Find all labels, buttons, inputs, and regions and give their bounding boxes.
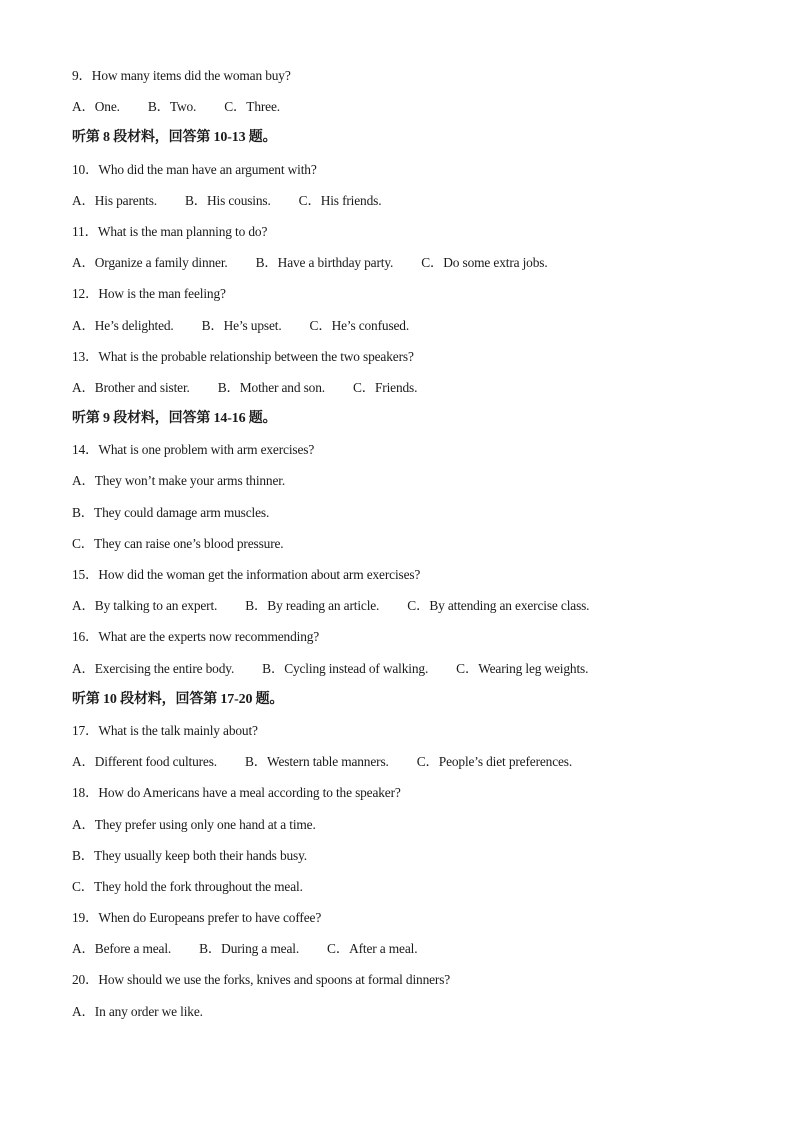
option-b: [72, 503, 269, 523]
option-letter: C ．: [327, 941, 349, 956]
question-10: [72, 160, 732, 191]
option-text: Different food cultures.: [94, 754, 217, 770]
option-letter: A ．: [72, 473, 95, 488]
section-heading: 听第 10 段材料，回答第 17-20 题。: [72, 691, 284, 707]
section-heading: 听第 9 段材料，回答第 14-16 题。: [72, 411, 277, 427]
option-a: [72, 316, 174, 336]
question-9: [72, 66, 732, 97]
option-b: [256, 253, 394, 273]
option-letter: A ．: [72, 754, 95, 769]
option-text: Organize a family dinner.: [94, 255, 228, 271]
question-number: 11: [72, 223, 85, 239]
option-letter: A ．: [72, 817, 95, 832]
option-letter: C ．: [353, 380, 375, 395]
question-number: 19: [72, 910, 86, 926]
option-a: [72, 191, 157, 211]
option-b: [199, 939, 299, 959]
option-a: [72, 815, 316, 835]
option-letter: B ．: [245, 754, 267, 769]
option-text: By talking to an expert.: [94, 598, 218, 614]
answer-options: [72, 253, 732, 284]
option-c: [421, 253, 547, 273]
question-text: How should we use the forks, knives and spoons at formal dinners?: [98, 972, 451, 988]
option-text: In any order we like.: [94, 1003, 203, 1019]
number-separator: [85, 567, 98, 582]
option-b: [148, 97, 196, 117]
option-letter: A ．: [72, 193, 95, 208]
question-18: [72, 783, 732, 814]
option-c: [353, 378, 417, 398]
option-c: [456, 659, 588, 679]
option-letter: C ．: [72, 879, 94, 894]
option-text: One.: [94, 99, 120, 115]
option-c: [407, 596, 589, 616]
answer-options: [72, 378, 732, 409]
option-text: Before a meal.: [94, 941, 172, 957]
option-letter: A ．: [72, 941, 95, 956]
option-c: [417, 752, 572, 772]
option-c: [224, 97, 280, 117]
option-letter: C ．: [407, 598, 429, 613]
number-separator: [85, 224, 98, 239]
option-b: [202, 316, 282, 336]
option-text: Exercising the entire body.: [94, 660, 235, 676]
option-c: [72, 534, 284, 554]
question-13: [72, 347, 732, 378]
question-12: [72, 284, 732, 315]
number-separator: [85, 349, 98, 364]
option-text: He’s upset.: [223, 317, 282, 333]
option-text: He’s delighted.: [94, 317, 174, 333]
question-number: 9: [72, 68, 79, 83]
option-letter: B ．: [72, 848, 94, 863]
option-text: By attending an exercise class.: [429, 598, 590, 614]
option-letter: B ．: [72, 505, 94, 520]
option-a: [72, 752, 217, 772]
option-a: [72, 1002, 203, 1022]
option-text: They prefer using only one hand at a time.: [94, 816, 316, 832]
option-text: Brother and sister.: [94, 379, 190, 395]
question-text: What are the experts now recommending?: [98, 629, 320, 645]
question-number: 20: [72, 972, 86, 988]
option-text: They could damage arm muscles.: [94, 504, 270, 520]
option-text: During a meal.: [221, 941, 300, 957]
option-text: He’s confused.: [331, 317, 410, 333]
option-letter: B ．: [256, 255, 278, 270]
question-text: What is the talk mainly about?: [98, 722, 258, 738]
question-20: [72, 970, 732, 1001]
question-text: When do Europeans prefer to have coffee?: [98, 910, 322, 926]
option-letter: A ．: [72, 318, 95, 333]
option-b: [72, 846, 307, 866]
number-separator: [79, 68, 92, 83]
option-a: [72, 471, 285, 491]
option-text: After a meal.: [349, 941, 418, 957]
option-text: Mother and son.: [239, 379, 325, 395]
answer-options: [72, 659, 732, 690]
number-separator: [85, 629, 98, 644]
option-text: They hold the fork throughout the meal.: [94, 878, 303, 894]
option-letter: C ．: [310, 318, 332, 333]
option-a: [72, 253, 228, 273]
question-19: [72, 908, 732, 939]
question-text: Who did the man have an argument with?: [98, 161, 317, 177]
number-separator: [85, 286, 98, 301]
answer-options: [72, 1002, 732, 1033]
option-b: [218, 378, 325, 398]
option-letter: B ．: [185, 193, 207, 208]
answer-options: [72, 752, 732, 783]
option-text: His cousins.: [207, 192, 271, 208]
number-separator: [85, 442, 98, 457]
option-a: [72, 596, 217, 616]
option-b: [245, 752, 389, 772]
option-text: They usually keep both their hands busy.: [94, 847, 307, 863]
option-text: Three.: [246, 99, 280, 115]
option-letter: C ．: [421, 255, 443, 270]
answer-options: [72, 191, 732, 222]
option-letter: A ．: [72, 598, 95, 613]
option-text: They can raise one’s blood pressure.: [94, 535, 284, 551]
section-heading: 听第 8 段材料，回答第 10-13 题。: [72, 130, 277, 146]
answer-options: [72, 877, 732, 908]
option-text: Two.: [169, 99, 197, 115]
option-letter: B ．: [148, 99, 170, 114]
option-text: People’s diet preferences.: [438, 754, 573, 770]
option-b: [245, 596, 379, 616]
question-17: [72, 721, 732, 752]
answer-options: [72, 815, 732, 846]
option-letter: C ．: [456, 661, 478, 676]
answer-options: [72, 534, 732, 565]
answer-options: [72, 846, 732, 877]
question-11: [72, 222, 732, 253]
answer-options: [72, 596, 732, 627]
option-c: [310, 316, 410, 336]
document-page: [72, 66, 732, 1033]
option-text: His parents.: [94, 192, 157, 208]
option-text: Cycling instead of walking.: [284, 660, 429, 676]
answer-options: [72, 503, 732, 534]
question-text: What is one problem with arm exercises?: [98, 442, 315, 458]
answer-options: [72, 97, 732, 128]
number-separator: [85, 162, 98, 177]
question-number: 12: [72, 286, 86, 302]
option-text: His friends.: [320, 192, 382, 208]
question-text: How is the man feeling?: [98, 286, 226, 302]
answer-options: [72, 939, 732, 970]
question-number: 15: [72, 567, 86, 582]
question-text: How many items did the woman buy?: [91, 68, 291, 83]
option-letter: A ．: [72, 255, 95, 270]
option-text: Western table manners.: [267, 754, 389, 770]
number-separator: [85, 910, 98, 925]
option-c: [327, 939, 417, 959]
option-c: [299, 191, 382, 211]
option-a: [72, 939, 171, 959]
option-a: [72, 97, 120, 117]
option-letter: C ．: [417, 754, 439, 769]
answer-options: [72, 471, 732, 502]
option-text: By reading an article.: [267, 598, 380, 614]
option-letter: B ．: [199, 941, 221, 956]
option-text: Wearing leg weights.: [478, 660, 589, 676]
option-text: They won’t make your arms thinner.: [94, 473, 286, 489]
question-number: 14: [72, 442, 86, 458]
question-number: 16: [72, 629, 86, 645]
number-separator: [85, 785, 98, 800]
question-number: 10: [72, 161, 86, 177]
question-number: 18: [72, 785, 86, 801]
answer-options: [72, 316, 732, 347]
option-text: Do some extra jobs.: [443, 255, 548, 271]
option-a: [72, 378, 190, 398]
option-c: [72, 877, 303, 897]
option-letter: B ．: [262, 661, 284, 676]
question-16: [72, 627, 732, 658]
question-15: [72, 565, 732, 596]
option-letter: C ．: [299, 193, 321, 208]
option-a: [72, 659, 234, 679]
option-letter: A ．: [72, 99, 95, 114]
option-text: Have a birthday party.: [277, 255, 394, 271]
question-number: 13: [72, 348, 86, 364]
option-letter: B ．: [245, 598, 267, 613]
option-letter: A ．: [72, 661, 95, 676]
question-text: What is the probable relationship between the two speakers?: [98, 348, 414, 364]
number-separator: [85, 723, 98, 738]
option-letter: C ．: [224, 99, 246, 114]
number-separator: [85, 972, 98, 987]
option-text: Friends.: [375, 379, 418, 395]
option-letter: B ．: [218, 380, 240, 395]
question-number: 17: [72, 722, 86, 738]
question-text: How did the woman get the information about arm exercises?: [98, 567, 421, 582]
question-text: What is the man planning to do?: [97, 223, 268, 239]
option-letter: A ．: [72, 1004, 95, 1019]
option-b: [185, 191, 271, 211]
question-text: How do Americans have a meal according to the speaker?: [98, 785, 401, 801]
question-14: [72, 440, 732, 471]
option-b: [262, 659, 428, 679]
option-letter: A ．: [72, 380, 95, 395]
option-letter: C ．: [72, 536, 94, 551]
option-letter: B ．: [202, 318, 224, 333]
